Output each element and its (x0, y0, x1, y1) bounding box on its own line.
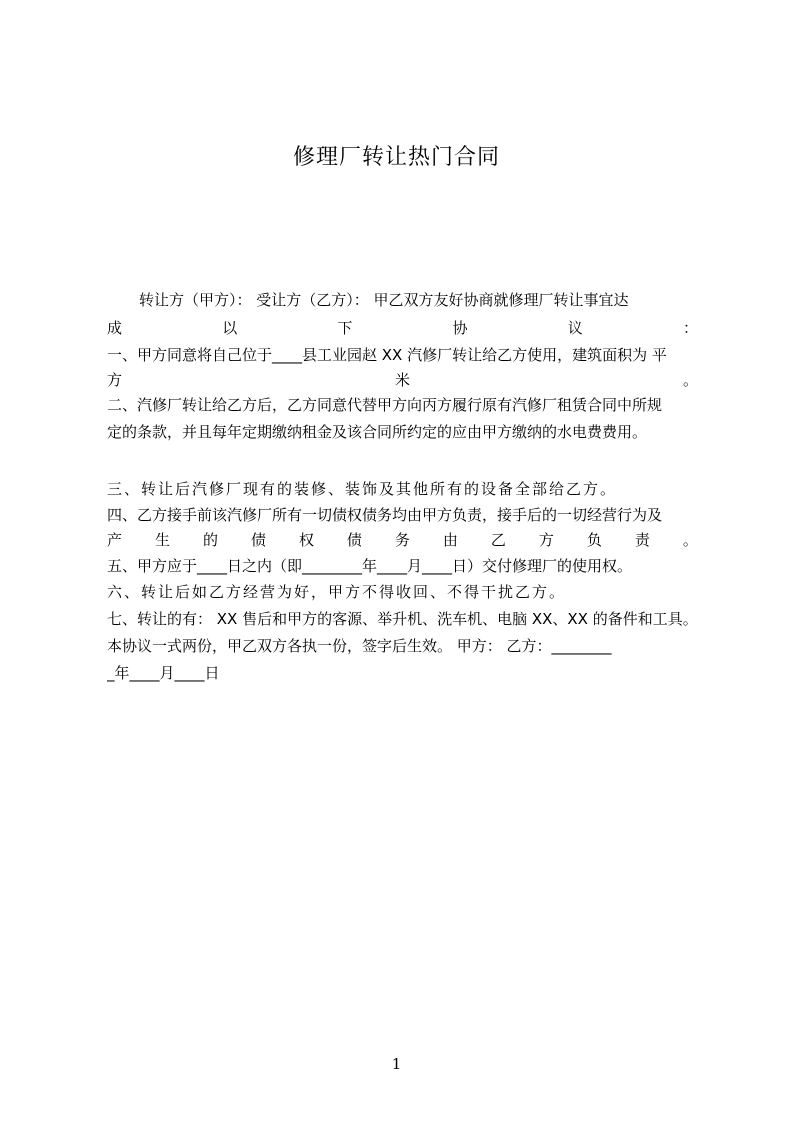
clause-6: 六、转让后如乙方经营为好，甲方不得收回、不得干扰乙方。 (107, 583, 567, 601)
intro-line-2 (107, 318, 698, 340)
intro-char: 下 (337, 319, 353, 337)
clause-4-char: 责 (634, 531, 650, 549)
clause-1-char: 米 (394, 371, 410, 389)
clause-2-line-1: 二、汽修厂转让给乙方后，乙方同意代替甲方向丙方履行原有汽修厂租赁合同中所规 (107, 396, 663, 414)
clause-1-line-2 (107, 370, 698, 392)
clause-4-line-2 (107, 530, 698, 552)
clause-4-char: 产 (107, 531, 123, 549)
intro-line-1: 转让方（甲方）： 受让方（乙方）： 甲乙双方友好协商就修理厂转让事宜达 (139, 291, 629, 309)
page-number: 1 (391, 1055, 402, 1073)
clause-4-char: 方 (538, 531, 554, 549)
clause-4-char: 债 (250, 531, 266, 549)
clause-4-char: 的 (202, 531, 218, 549)
clause-4-line-1: 四、乙方接手前该汽修厂所有一切债权债务均由甲方负责，接手后的一切经营行为及 (107, 506, 663, 524)
clause-4-char: 务 (394, 531, 410, 549)
intro-char: 议 (567, 319, 583, 337)
clause-4-char: 生 (154, 531, 170, 549)
clause-4-char: 由 (442, 531, 458, 549)
clause-5: 五、甲方应于____日之内（即________年____月____日）交付修理厂的使用权。 (107, 557, 633, 575)
clause-1-char: 。 (682, 371, 698, 389)
clause-4-char: 。 (682, 531, 698, 549)
closing-line-1: 本协议一式两份，甲乙双方各执一份，签字后生效。 甲方： 乙方：________ (107, 637, 612, 655)
clause-4-char: 权 (298, 531, 314, 549)
clause-4-char: 乙 (490, 531, 506, 549)
closing-line-2: _年____月____日 (107, 664, 220, 682)
clause-7: 七、转让的有： XX 售后和甲方的客源、举升机、洗车机、电脑 XX、XX 的备件和工具。 (107, 610, 698, 628)
clause-1-char: 方 (107, 371, 123, 389)
document-title: 修理厂转让热门合同 (292, 145, 500, 170)
intro-char: 协 (452, 319, 468, 337)
intro-char: 以 (222, 319, 238, 337)
clause-2-line-2: 定的条款，并且每年定期缴纳租金及该合同所约定的应由甲方缴纳的水电费费用。 (107, 423, 648, 441)
clause-1-line-1: 一、甲方同意将自己位于____县工业园赵 XX 汽修厂转让给乙方使用，建筑面积为 平 (107, 346, 667, 364)
clause-3: 三、转让后汽修厂现有的装修、装饰及其他所有的设备全部给乙方。 (107, 480, 618, 498)
intro-char: ： (682, 319, 698, 337)
intro-char: 成 (107, 319, 123, 337)
clause-4-char: 债 (346, 531, 362, 549)
clause-4-char: 负 (586, 531, 602, 549)
